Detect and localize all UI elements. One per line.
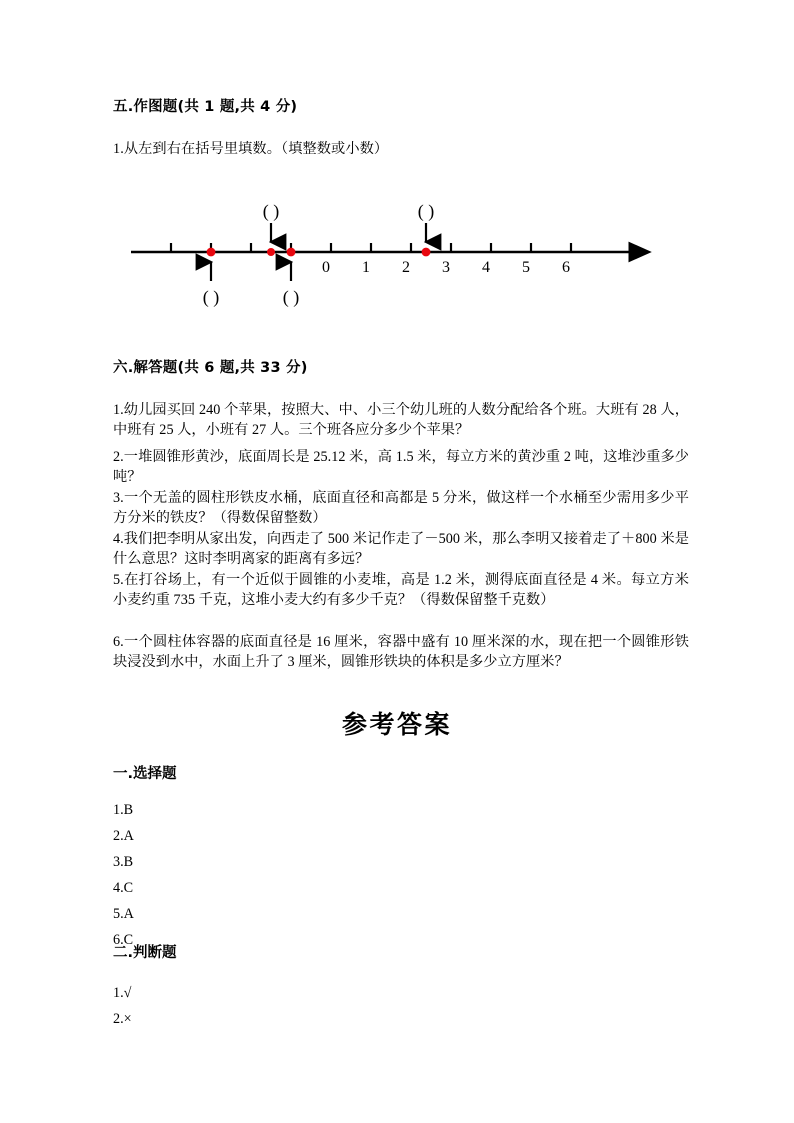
answer-item: 5.A [113, 906, 134, 922]
marked-point-3 [287, 248, 296, 257]
answer-group-1-heading: 一.选择题 [113, 766, 177, 782]
section-6-question-4: 4.我们把李明从家出发，向西走了 500 米记作走了－500 米，那么李明又接着走了＋800 米是什么意思？这时李明离家的距离有多远？ [113, 531, 689, 568]
answer-item: 2.× [113, 1011, 132, 1027]
axis-label-6: 6 [562, 259, 570, 276]
number-line-blanks-above [263, 201, 435, 222]
blank-below-1: ( ) [202, 287, 220, 307]
answer-item: 1.B [113, 802, 134, 818]
answer-item: 3.B [113, 854, 134, 870]
axis-label-0: 0 [322, 259, 330, 276]
number-line-figure [113, 190, 653, 320]
axis-label-1: 1 [362, 259, 370, 276]
marked-point-1 [207, 248, 216, 257]
axis-label-3: 3 [442, 259, 450, 276]
marked-point-2 [267, 248, 275, 256]
number-line-blanks-below [203, 287, 300, 308]
axis-label-4: 4 [482, 259, 490, 276]
number-line-pointer-arrows-down [271, 223, 426, 242]
blank-below-2: ( ) [282, 287, 300, 307]
answer-key-title: 参考答案 [341, 712, 452, 739]
number-line-ticks [171, 243, 571, 252]
answer-item: 4.C [113, 880, 134, 896]
answer-item: 6.C [113, 932, 134, 948]
blank-above-2: ( ) [417, 201, 435, 221]
marked-point-4 [422, 248, 431, 257]
section-6-question-3: 3.一个无盖的圆柱形铁皮水桶，底面直径和高都是 5 分米，做这样一个水桶至少需用多少平方分米的铁皮？（得数保留整数） [113, 490, 689, 527]
section-6-question-6: 6.一个圆柱体容器的底面直径是 16 厘米，容器中盛有 10 厘米深的水，现在把一个圆锥形铁块浸没到水中，水面上升了 3 厘米，圆锥形铁块的体积是多少立方厘米？ [113, 634, 689, 671]
section-6-heading: 六.解答题(共 6 题,共 33 分) [113, 360, 308, 376]
number-line-pointer-arrows-up [211, 262, 291, 281]
section-5-question-1: 1.从左到右在括号里填数。（填整数或小数） [113, 141, 389, 157]
axis-label-2: 2 [402, 259, 410, 276]
section-6-question-5: 5.在打谷场上，有一个近似于圆锥的小麦堆，高是 1.2 米，测得底面直径是 4 米。每立方米小麦约重 735 千克，这堆小麦大约有多少千克？（得数保留整千克数） [113, 572, 689, 609]
section-5-heading: 五.作图题(共 1 题,共 4 分) [113, 99, 298, 115]
answer-group-2-heading: 二.判断题 [113, 945, 177, 961]
axis-label-5: 5 [522, 259, 530, 276]
number-line-axis-labels [322, 259, 570, 276]
answer-item: 1.√ [113, 985, 132, 1001]
answer-item: 2.A [113, 828, 134, 844]
section-6-question-2: 2.一堆圆锥形黄沙，底面周长是 25.12 米，高 1.5 米，每立方米的黄沙重 2 吨，这堆沙重多少吨？ [113, 449, 689, 486]
section-6-question-1: 1.幼儿园买回 240 个苹果，按照大、中、小三个幼儿班的人数分配给各个班。大班有 28 人，中班有 25 人，小班有 27 人。三个班各应分多少个苹果？ [113, 402, 689, 439]
blank-above-1: ( ) [262, 201, 280, 221]
